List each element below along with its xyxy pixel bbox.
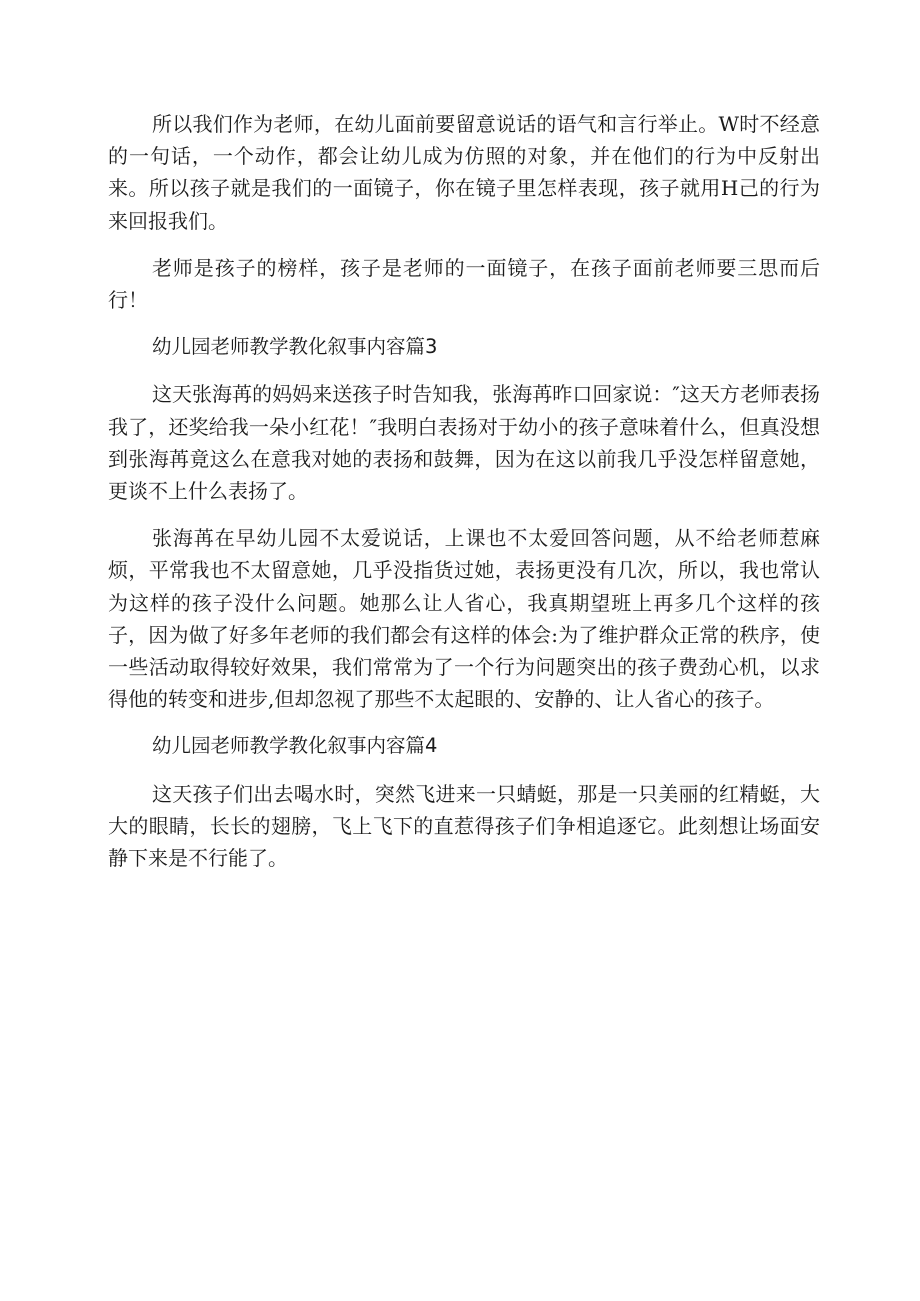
paragraph-5: 这天孩子们出去喝水时，突然飞进来一只蜻蜓，那是一只美丽的红精蜓，大大的眼睛，长长的翅膀，飞上飞下的直惹得孩子们争相追逐它。此刻想让场面安静下来是不行能了。 bbox=[108, 781, 820, 871]
section-heading-4: 幼儿园老师教学教化叙事内容篇4 bbox=[152, 734, 438, 758]
document-page bbox=[108, 108, 820, 889]
paragraph-1: 所以我们作为老师，在幼儿面前要留意说话的语气和言行举止。W时不经意的一句话，一个动作，都会让幼儿成为仿照的对象，并在他们的行为中反射出来。所以孩子就是我们的一面镜子，你在镜子里怎样表现，孩子就用H己的行为来回报我们。 bbox=[108, 112, 820, 233]
paragraph-4: 张海苒在早幼儿园不太爱说话，上课也不太爱回答问题，从不给老师惹麻烦，平常我也不太留意她，几乎没指货过她，表扬更没有几次，所以，我也常认为这样的孩子没什么问题。她那么让人省心，我真期望班上再多几个这样的孩子，因为做了好多年老师的我们都会有这样的体会:为了维护群众正常的秩序，使一些活动取得较好效果，我们常常为了一个行为问题突出的孩子费劲心机，以求得他的转变和进步,但却忽视了那些不太起眼的、安静的、让人省心的孩子。 bbox=[108, 526, 820, 712]
paragraph-2: 老师是孩子的榜样，孩子是老师的一面镜子，在孩子面前老师要三思而后行！ bbox=[108, 255, 820, 313]
paragraph-3: 这天张海苒的妈妈来送孩子时告知我，张海苒昨口回家说：″这天方老师表扬我了，还奖给我一朵小红花！″我明白表扬对于幼小的孩子意味着什么，但真没想到张海苒竟这么在意我对她的表扬和鼓舞，因为在这以前我几乎没怎样留意她，更谈不上什么表扬了。 bbox=[108, 382, 820, 504]
section-heading-3: 幼儿园老师教学教化叙事内容篇3 bbox=[152, 335, 438, 359]
